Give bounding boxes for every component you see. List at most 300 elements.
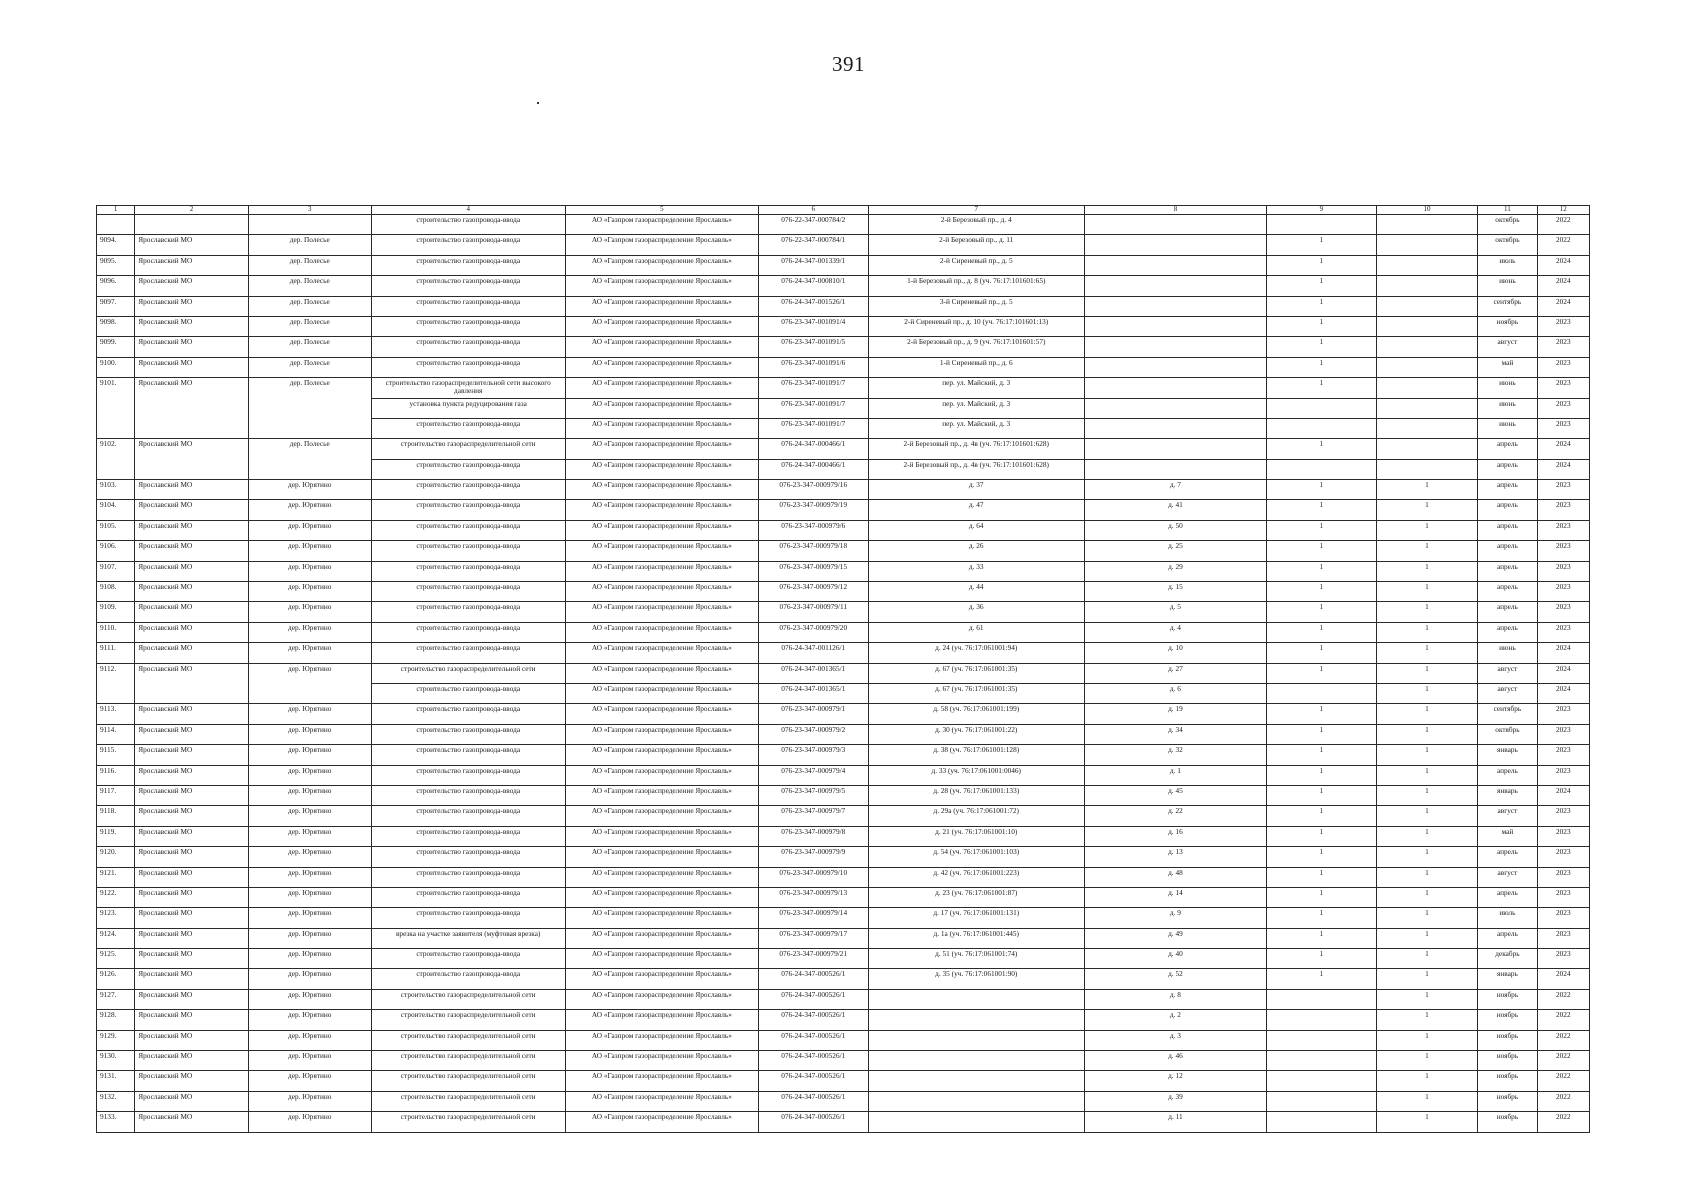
cell-year: 2023 <box>1537 337 1589 357</box>
cell-organization: АО «Газпром газораспределение Ярославль» <box>565 541 758 561</box>
cell-count-col-10: 1 <box>1376 643 1478 663</box>
cell-work-type: строительство газораспределительной сети высокого давления <box>371 378 565 398</box>
cell-month: май <box>1478 357 1537 377</box>
column-number-6: 6 <box>758 206 868 215</box>
cell-house-ref <box>1084 459 1266 479</box>
cell-count-col-9: 1 <box>1266 826 1376 846</box>
cell-organization: АО «Газпром газораспределение Ярославль» <box>565 1030 758 1050</box>
cell-settlement <box>248 215 371 235</box>
cell-month: апрель <box>1478 602 1537 622</box>
table-row <box>97 704 1590 724</box>
cell-row-number: 9094. <box>97 235 135 255</box>
cell-address: д. 51 (уч. 76:17:061001:74) <box>868 949 1084 969</box>
cell-organization: АО «Газпром газораспределение Ярославль» <box>565 847 758 867</box>
cell-year: 2024 <box>1537 439 1589 459</box>
cell-house-ref: д. 46 <box>1084 1051 1266 1071</box>
cell-year: 2024 <box>1537 663 1589 683</box>
cell-count-col-9: 1 <box>1266 887 1376 907</box>
cell-count-col-10: 1 <box>1376 765 1478 785</box>
cell-month: апрель <box>1478 459 1537 479</box>
cell-count-col-9: 1 <box>1266 276 1376 296</box>
cell-address: 1-й Сиреневый пр., д. 6 <box>868 357 1084 377</box>
cell-row-number: 9123. <box>97 908 135 928</box>
cell-organization: АО «Газпром газораспределение Ярославль» <box>565 969 758 989</box>
cell-month: ноябрь <box>1478 1010 1537 1030</box>
cell-house-ref <box>1084 316 1266 336</box>
cell-count-col-9: 1 <box>1266 745 1376 765</box>
cell-address: д. 29а (уч. 76:17:061001:72) <box>868 806 1084 826</box>
cell-count-col-10 <box>1376 235 1478 255</box>
cell-work-type: строительство газопровода-ввода <box>371 704 565 724</box>
cell-year: 2023 <box>1537 745 1589 765</box>
cell-count-col-9: 1 <box>1266 867 1376 887</box>
cell-municipality: Ярославский МО <box>135 357 249 377</box>
cell-row-number: 9095. <box>97 255 135 275</box>
cell-year: 2022 <box>1537 235 1589 255</box>
cell-organization: АО «Газпром газораспределение Ярославль» <box>565 826 758 846</box>
cell-work-type: строительство газопровода-ввода <box>371 765 565 785</box>
cell-organization: АО «Газпром газораспределение Ярославль» <box>565 887 758 907</box>
cell-row-number: 9133. <box>97 1112 135 1132</box>
cell-contract-number: 076-23-347-000979/16 <box>758 480 868 500</box>
cell-row-number: 9113. <box>97 704 135 724</box>
cell-settlement: дер. Юрятино <box>248 500 371 520</box>
cell-address: пер. ул. Майский, д. 3 <box>868 378 1084 398</box>
cell-settlement: дер. Юрятино <box>248 745 371 765</box>
cell-row-number: 9097. <box>97 296 135 316</box>
cell-count-col-9: 1 <box>1266 704 1376 724</box>
cell-month: июнь <box>1478 643 1537 663</box>
cell-address: 2-й Березовый пр., д. 9 (уч. 76:17:101601:57) <box>868 337 1084 357</box>
cell-address: д. 1а (уч. 76:17:061001:445) <box>868 928 1084 948</box>
cell-year: 2023 <box>1537 357 1589 377</box>
cell-month: апрель <box>1478 480 1537 500</box>
cell-settlement: дер. Юрятино <box>248 561 371 581</box>
cell-house-ref: д. 39 <box>1084 1091 1266 1111</box>
cell-work-type: строительство газопровода-ввода <box>371 806 565 826</box>
cell-year: 2022 <box>1537 989 1589 1009</box>
cell-row-number: 9111. <box>97 643 135 663</box>
cell-month: апрель <box>1478 887 1537 907</box>
cell-count-col-10: 1 <box>1376 1112 1478 1132</box>
cell-count-col-10 <box>1376 296 1478 316</box>
cell-settlement: дер. Юрятино <box>248 989 371 1009</box>
cell-month: ноябрь <box>1478 1051 1537 1071</box>
cell-municipality: Ярославский МО <box>135 378 249 398</box>
cell-year: 2022 <box>1537 1112 1589 1132</box>
cell-organization: АО «Газпром газораспределение Ярославль» <box>565 806 758 826</box>
cell-year: 2022 <box>1537 1030 1589 1050</box>
cell-month: сентябрь <box>1478 296 1537 316</box>
cell-count-col-9: 1 <box>1266 561 1376 581</box>
cell-year: 2024 <box>1537 785 1589 805</box>
cell-address <box>868 1071 1084 1091</box>
cell-count-col-9: 1 <box>1266 357 1376 377</box>
cell-count-col-10: 1 <box>1376 541 1478 561</box>
cell-work-type: строительство газопровода-ввода <box>371 500 565 520</box>
cell-contract-number: 076-23-347-001091/5 <box>758 337 868 357</box>
cell-count-col-9: 1 <box>1266 439 1376 459</box>
cell-organization: АО «Газпром газораспределение Ярославль» <box>565 276 758 296</box>
cell-organization: АО «Газпром газораспределение Ярославль» <box>565 582 758 602</box>
cell-count-col-9 <box>1266 215 1376 235</box>
cell-work-type: строительство газопровода-ввода <box>371 215 565 235</box>
cell-count-col-9: 1 <box>1266 847 1376 867</box>
cell-municipality: Ярославский МО <box>135 316 249 336</box>
cell-row-number: 9120. <box>97 847 135 867</box>
cell-settlement: дер. Юрятино <box>248 663 371 683</box>
cell-contract-number: 076-23-347-000979/15 <box>758 561 868 581</box>
cell-contract-number: 076-24-347-000526/1 <box>758 969 868 989</box>
cell-organization: АО «Газпром газораспределение Ярославль» <box>565 1112 758 1132</box>
cell-municipality: Ярославский МО <box>135 1030 249 1050</box>
cell-contract-number: 076-24-347-000526/1 <box>758 1071 868 1091</box>
cell-organization: АО «Газпром газораспределение Ярославль» <box>565 765 758 785</box>
cell-year: 2023 <box>1537 704 1589 724</box>
cell-settlement: дер. Юрятино <box>248 826 371 846</box>
table-row <box>97 480 1590 500</box>
cell-house-ref: д. 27 <box>1084 663 1266 683</box>
cell-year: 2023 <box>1537 887 1589 907</box>
cell-month: август <box>1478 683 1537 703</box>
cell-municipality: Ярославский МО <box>135 235 249 255</box>
cell-row-number: 9107. <box>97 561 135 581</box>
cell-month: июль <box>1478 908 1537 928</box>
cell-house-ref: д. 11 <box>1084 1112 1266 1132</box>
cell-municipality <box>135 418 249 438</box>
table-row <box>97 398 1590 418</box>
cell-row-number: 9109. <box>97 602 135 622</box>
cell-month: ноябрь <box>1478 989 1537 1009</box>
cell-house-ref: д. 10 <box>1084 643 1266 663</box>
table-row <box>97 541 1590 561</box>
table-body <box>97 206 1590 1133</box>
cell-work-type: строительство газопровода-ввода <box>371 867 565 887</box>
table-row <box>97 1112 1590 1132</box>
cell-count-col-10: 1 <box>1376 969 1478 989</box>
cell-house-ref: д. 3 <box>1084 1030 1266 1050</box>
cell-month: апрель <box>1478 582 1537 602</box>
cell-count-col-9: 1 <box>1266 602 1376 622</box>
cell-organization: АО «Газпром газораспределение Ярославль» <box>565 724 758 744</box>
cell-count-col-9: 1 <box>1266 928 1376 948</box>
cell-organization: АО «Газпром газораспределение Ярославль» <box>565 1010 758 1030</box>
table-row <box>97 520 1590 540</box>
cell-row-number: 9110. <box>97 622 135 642</box>
cell-settlement <box>248 418 371 438</box>
cell-count-col-9: 1 <box>1266 969 1376 989</box>
cell-municipality: Ярославский МО <box>135 806 249 826</box>
cell-settlement: дер. Юрятино <box>248 1030 371 1050</box>
cell-count-col-10: 1 <box>1376 989 1478 1009</box>
table-row <box>97 255 1590 275</box>
cell-house-ref <box>1084 235 1266 255</box>
cell-count-col-10 <box>1376 439 1478 459</box>
table-row <box>97 969 1590 989</box>
column-number-3: 3 <box>248 206 371 215</box>
table-row <box>97 1071 1590 1091</box>
cell-contract-number: 076-23-347-000979/9 <box>758 847 868 867</box>
cell-month: октябрь <box>1478 235 1537 255</box>
cell-count-col-10: 1 <box>1376 949 1478 969</box>
cell-organization: АО «Газпром газораспределение Ярославль» <box>565 643 758 663</box>
cell-settlement: дер. Юрятино <box>248 765 371 785</box>
cell-house-ref: д. 13 <box>1084 847 1266 867</box>
table-row <box>97 1030 1590 1050</box>
column-number-10: 10 <box>1376 206 1478 215</box>
cell-count-col-10: 1 <box>1376 826 1478 846</box>
cell-count-col-10: 1 <box>1376 1091 1478 1111</box>
cell-month: январь <box>1478 745 1537 765</box>
cell-month: январь <box>1478 785 1537 805</box>
table-row <box>97 1091 1590 1111</box>
cell-month: август <box>1478 663 1537 683</box>
cell-work-type: строительство газопровода-ввода <box>371 235 565 255</box>
cell-year: 2023 <box>1537 582 1589 602</box>
cell-month: июнь <box>1478 418 1537 438</box>
cell-settlement: дер. Юрятино <box>248 724 371 744</box>
cell-address: 2-й Березовый пр., д. 11 <box>868 235 1084 255</box>
cell-house-ref: д. 32 <box>1084 745 1266 765</box>
cell-work-type: строительство газопровода-ввода <box>371 887 565 907</box>
column-number-7: 7 <box>868 206 1084 215</box>
cell-count-col-10 <box>1376 459 1478 479</box>
cell-month: август <box>1478 337 1537 357</box>
cell-row-number: 9114. <box>97 724 135 744</box>
cell-settlement: дер. Юрятино <box>248 704 371 724</box>
cell-contract-number: 076-23-347-000979/5 <box>758 785 868 805</box>
cell-address: д. 33 <box>868 561 1084 581</box>
table-row <box>97 1010 1590 1030</box>
cell-work-type: строительство газопровода-ввода <box>371 969 565 989</box>
cell-organization: АО «Газпром газораспределение Ярославль» <box>565 683 758 703</box>
cell-row-number: 9131. <box>97 1071 135 1091</box>
cell-count-col-10: 1 <box>1376 622 1478 642</box>
cell-row-number: 9129. <box>97 1030 135 1050</box>
cell-settlement: дер. Юрятино <box>248 1112 371 1132</box>
cell-row-number: 9102. <box>97 439 135 459</box>
cell-year: 2023 <box>1537 500 1589 520</box>
cell-year: 2024 <box>1537 255 1589 275</box>
cell-work-type: строительство газопровода-ввода <box>371 949 565 969</box>
cell-address <box>868 989 1084 1009</box>
cell-year: 2023 <box>1537 561 1589 581</box>
cell-year: 2023 <box>1537 480 1589 500</box>
table-row <box>97 378 1590 398</box>
cell-work-type: строительство газопровода-ввода <box>371 337 565 357</box>
cell-organization: АО «Газпром газораспределение Ярославль» <box>565 1071 758 1091</box>
cell-row-number: 9096. <box>97 276 135 296</box>
cell-count-col-10: 1 <box>1376 847 1478 867</box>
cell-address: д. 36 <box>868 602 1084 622</box>
table-row <box>97 602 1590 622</box>
cell-municipality: Ярославский МО <box>135 439 249 459</box>
cell-contract-number: 076-24-347-000526/1 <box>758 1091 868 1111</box>
cell-count-col-9 <box>1266 1051 1376 1071</box>
table-row <box>97 867 1590 887</box>
cell-contract-number: 076-24-347-000526/1 <box>758 1010 868 1030</box>
cell-row-number: 9122. <box>97 887 135 907</box>
cell-month: август <box>1478 867 1537 887</box>
cell-address: д. 17 (уч. 76:17:061001:131) <box>868 908 1084 928</box>
cell-month: июнь <box>1478 398 1537 418</box>
cell-house-ref <box>1084 276 1266 296</box>
column-number-11: 11 <box>1478 206 1537 215</box>
cell-work-type: строительство газораспределительной сети <box>371 989 565 1009</box>
cell-count-col-9: 1 <box>1266 500 1376 520</box>
cell-count-col-9 <box>1266 418 1376 438</box>
cell-house-ref: д. 40 <box>1084 949 1266 969</box>
cell-municipality: Ярославский МО <box>135 622 249 642</box>
column-number-8: 8 <box>1084 206 1266 215</box>
cell-month: октябрь <box>1478 215 1537 235</box>
cell-row-number: 9098. <box>97 316 135 336</box>
cell-settlement: дер. Юрятино <box>248 602 371 622</box>
cell-work-type: строительство газопровода-ввода <box>371 316 565 336</box>
cell-count-col-10: 1 <box>1376 561 1478 581</box>
cell-settlement: дер. Юрятино <box>248 887 371 907</box>
cell-count-col-9: 1 <box>1266 316 1376 336</box>
cell-address: д. 54 (уч. 76:17:061001:103) <box>868 847 1084 867</box>
cell-count-col-10 <box>1376 276 1478 296</box>
table-row <box>97 296 1590 316</box>
cell-organization: АО «Газпром газораспределение Ярославль» <box>565 949 758 969</box>
cell-municipality <box>135 459 249 479</box>
cell-settlement: дер. Юрятино <box>248 1051 371 1071</box>
cell-count-col-9: 1 <box>1266 949 1376 969</box>
cell-settlement: дер. Полесье <box>248 316 371 336</box>
cell-house-ref: д. 22 <box>1084 806 1266 826</box>
cell-settlement: дер. Полесье <box>248 235 371 255</box>
cell-work-type: строительство газораспределительной сети <box>371 1010 565 1030</box>
cell-settlement: дер. Юрятино <box>248 622 371 642</box>
cell-organization: АО «Газпром газораспределение Ярославль» <box>565 561 758 581</box>
cell-house-ref <box>1084 255 1266 275</box>
cell-address: д. 58 (уч. 76:17:061001:199) <box>868 704 1084 724</box>
cell-count-col-10 <box>1376 418 1478 438</box>
cell-address: д. 37 <box>868 480 1084 500</box>
cell-month: ноябрь <box>1478 1030 1537 1050</box>
cell-year: 2023 <box>1537 724 1589 744</box>
cell-work-type: строительство газопровода-ввода <box>371 724 565 744</box>
cell-work-type: строительство газораспределительной сети <box>371 439 565 459</box>
cell-count-col-10: 1 <box>1376 785 1478 805</box>
cell-settlement: дер. Юрятино <box>248 520 371 540</box>
cell-row-number: 9115. <box>97 745 135 765</box>
cell-contract-number: 076-24-347-001365/1 <box>758 683 868 703</box>
cell-work-type: строительство газопровода-ввода <box>371 418 565 438</box>
cell-year: 2023 <box>1537 378 1589 398</box>
cell-count-col-9: 1 <box>1266 724 1376 744</box>
table-row <box>97 765 1590 785</box>
cell-year: 2023 <box>1537 928 1589 948</box>
cell-count-col-9: 1 <box>1266 785 1376 805</box>
column-number-5: 5 <box>565 206 758 215</box>
cell-settlement: дер. Полесье <box>248 255 371 275</box>
cell-row-number: 9128. <box>97 1010 135 1030</box>
cell-municipality: Ярославский МО <box>135 989 249 1009</box>
cell-work-type: строительство газопровода-ввода <box>371 561 565 581</box>
cell-settlement: дер. Юрятино <box>248 969 371 989</box>
cell-settlement: дер. Юрятино <box>248 480 371 500</box>
cell-municipality: Ярославский МО <box>135 663 249 683</box>
cell-year: 2024 <box>1537 969 1589 989</box>
cell-organization: АО «Газпром газораспределение Ярославль» <box>565 520 758 540</box>
cell-month: сентябрь <box>1478 704 1537 724</box>
cell-contract-number: 076-23-347-000979/13 <box>758 887 868 907</box>
cell-year: 2023 <box>1537 847 1589 867</box>
cell-address: д. 64 <box>868 520 1084 540</box>
cell-count-col-9: 1 <box>1266 908 1376 928</box>
cell-settlement: дер. Юрятино <box>248 908 371 928</box>
cell-municipality: Ярославский МО <box>135 520 249 540</box>
cell-address: д. 23 (уч. 76:17:061001:87) <box>868 887 1084 907</box>
cell-organization: АО «Газпром газораспределение Ярославль» <box>565 215 758 235</box>
table-row <box>97 418 1590 438</box>
cell-municipality: Ярославский МО <box>135 887 249 907</box>
cell-settlement: дер. Юрятино <box>248 1010 371 1030</box>
cell-count-col-10: 1 <box>1376 1051 1478 1071</box>
cell-address: д. 42 (уч. 76:17:061001:223) <box>868 867 1084 887</box>
cell-municipality: Ярославский МО <box>135 1071 249 1091</box>
cell-municipality: Ярославский МО <box>135 704 249 724</box>
cell-contract-number: 076-23-347-000979/1 <box>758 704 868 724</box>
cell-year: 2023 <box>1537 398 1589 418</box>
cell-work-type: врезка на участке заявителя (муфтовая врезка) <box>371 928 565 948</box>
cell-month: май <box>1478 826 1537 846</box>
cell-month: апрель <box>1478 500 1537 520</box>
cell-work-type: строительство газопровода-ввода <box>371 683 565 703</box>
table-row <box>97 949 1590 969</box>
cell-contract-number: 076-24-347-000526/1 <box>758 1112 868 1132</box>
cell-row-number: 9127. <box>97 989 135 1009</box>
cell-year: 2022 <box>1537 1071 1589 1091</box>
cell-contract-number: 076-23-347-000979/10 <box>758 867 868 887</box>
cell-row-number: 9119. <box>97 826 135 846</box>
cell-contract-number: 076-23-347-000979/11 <box>758 602 868 622</box>
cell-settlement: дер. Юрятино <box>248 582 371 602</box>
cell-organization: АО «Газпром газораспределение Ярославль» <box>565 908 758 928</box>
cell-count-col-10 <box>1376 316 1478 336</box>
cell-municipality: Ярославский МО <box>135 1091 249 1111</box>
cell-count-col-10: 1 <box>1376 724 1478 744</box>
cell-row-number <box>97 398 135 418</box>
cell-count-col-10: 1 <box>1376 704 1478 724</box>
cell-contract-number: 076-23-347-001091/7 <box>758 418 868 438</box>
cell-row-number <box>97 683 135 703</box>
cell-house-ref: д. 2 <box>1084 1010 1266 1030</box>
cell-year: 2022 <box>1537 1010 1589 1030</box>
cell-count-col-10: 1 <box>1376 887 1478 907</box>
cell-house-ref: д. 19 <box>1084 704 1266 724</box>
table-row <box>97 643 1590 663</box>
cell-month: апрель <box>1478 765 1537 785</box>
cell-municipality: Ярославский МО <box>135 908 249 928</box>
cell-organization: АО «Газпром газораспределение Ярославль» <box>565 235 758 255</box>
table-row <box>97 500 1590 520</box>
cell-year: 2022 <box>1537 1051 1589 1071</box>
cell-house-ref: д. 7 <box>1084 480 1266 500</box>
cell-month: апрель <box>1478 847 1537 867</box>
table-row <box>97 316 1590 336</box>
cell-house-ref: д. 1 <box>1084 765 1266 785</box>
cell-municipality: Ярославский МО <box>135 949 249 969</box>
cell-organization: АО «Газпром газораспределение Ярославль» <box>565 255 758 275</box>
cell-address: д. 33 (уч. 76:17:061001:0046) <box>868 765 1084 785</box>
cell-settlement: дер. Полесье <box>248 378 371 398</box>
cell-organization: АО «Газпром газораспределение Ярославль» <box>565 622 758 642</box>
cell-row-number: 9116. <box>97 765 135 785</box>
